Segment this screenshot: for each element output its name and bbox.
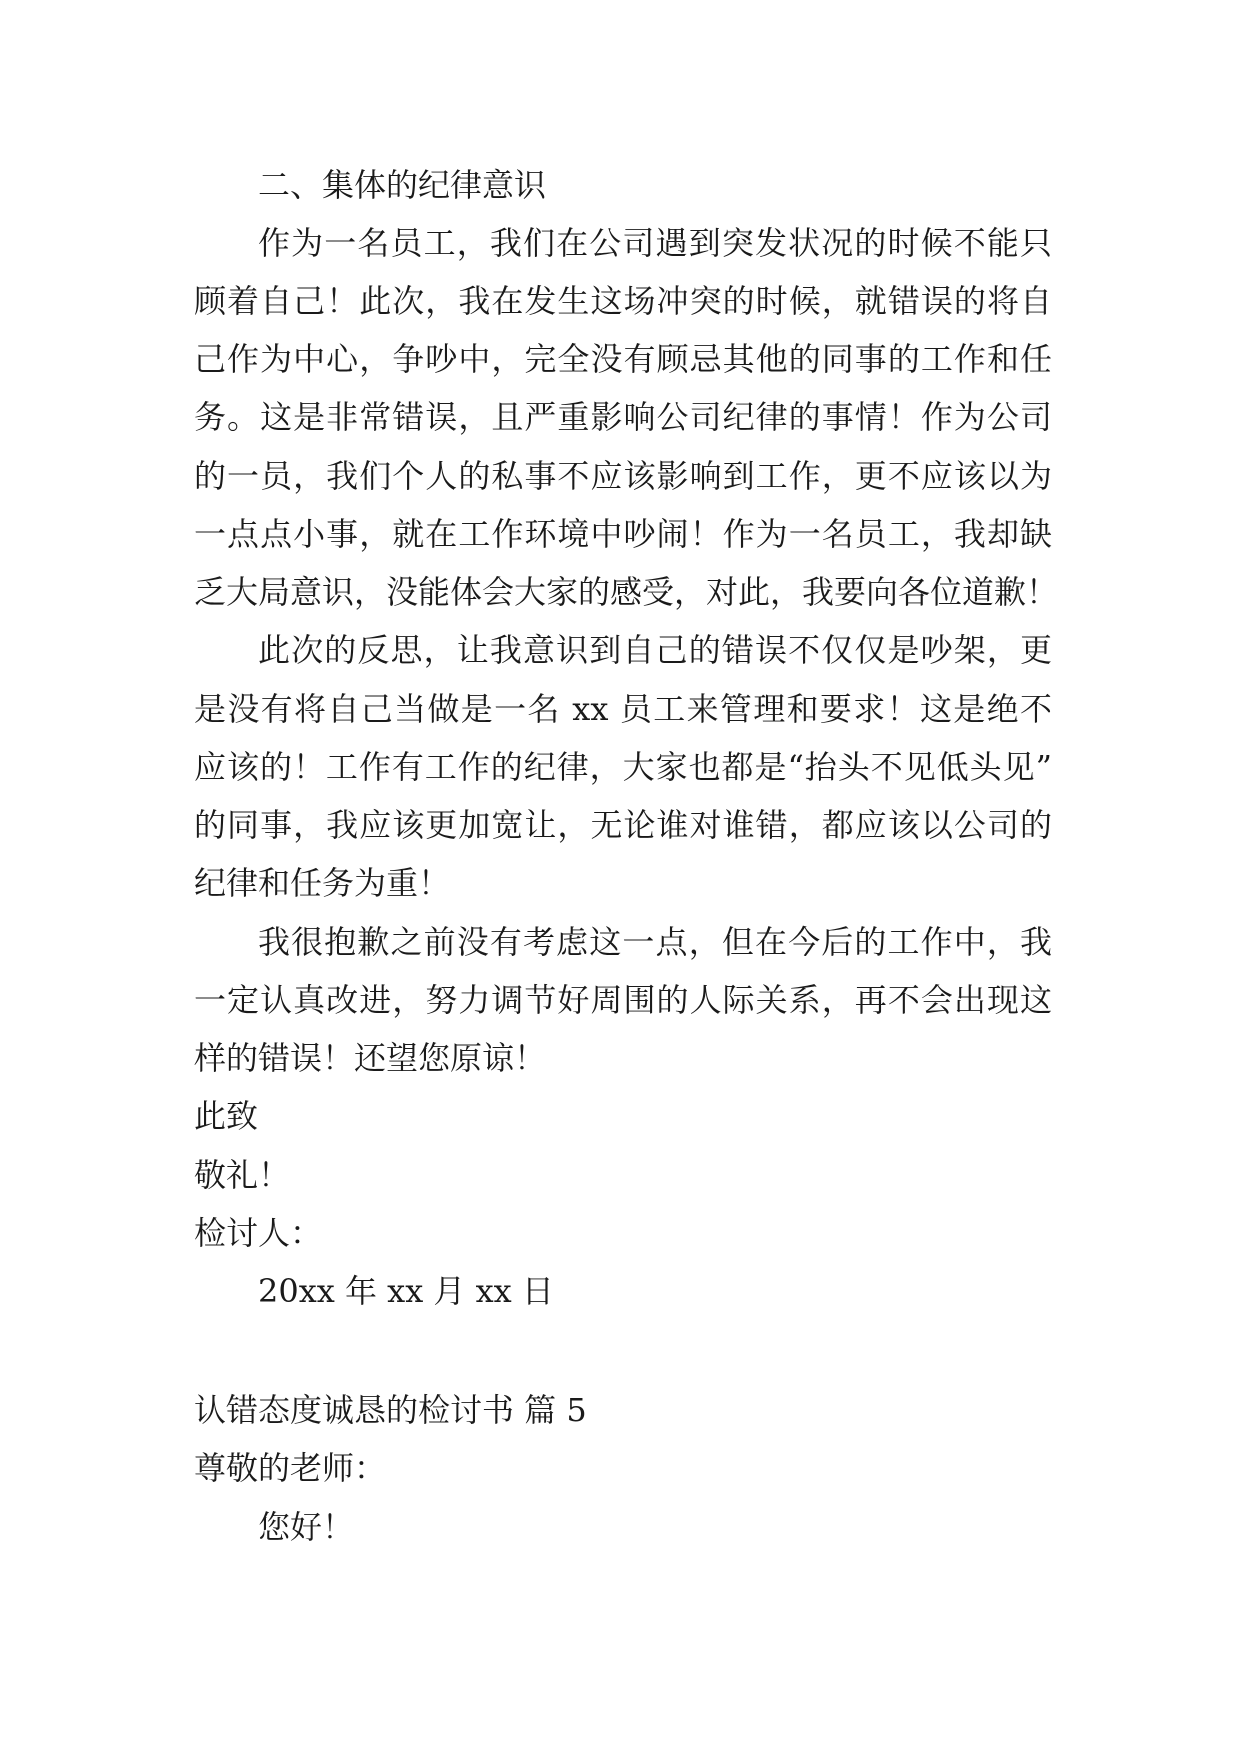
- paragraph-1-line-3: 己作为中心，争吵中，完全没有顾忌其他的同事的工作和任: [194, 340, 1052, 378]
- next-greeting: 您好！: [258, 1508, 355, 1546]
- paragraph-2-line-5: 纪律和任务为重！: [194, 864, 451, 902]
- signer-label: 检讨人：: [194, 1214, 323, 1252]
- paragraph-3-line-1: 我很抱歉之前没有考虑这一点，但在今后的工作中，我: [258, 923, 1052, 961]
- next-salutation: 尊敬的老师：: [194, 1449, 387, 1487]
- paragraph-1-line-4: 务。这是非常错误，且严重影响公司纪律的事情！作为公司: [194, 398, 1052, 436]
- paragraph-1-line-7: 乏大局意识，没能体会大家的感受，对此，我要向各位道歉！: [194, 573, 1059, 611]
- paragraph-1-line-5: 的一员，我们个人的私事不应该影响到工作，更不应该以为: [194, 457, 1052, 495]
- paragraph-1-line-1: 作为一名员工，我们在公司遇到突发状况的时候不能只: [258, 224, 1052, 262]
- closing-line-1: 此致: [194, 1097, 259, 1135]
- paragraph-3-line-2: 一定认真改进，努力调节好周围的人际关系，再不会出现这: [194, 981, 1052, 1019]
- paragraph-2-line-3: 应该的！工作有工作的纪律，大家也都是“抬头不见低头见”: [194, 748, 1052, 786]
- section-heading: 二、集体的纪律意识: [258, 166, 547, 204]
- date-line: 20xx 年 xx 月 xx 日: [258, 1272, 554, 1310]
- next-section-title: 认错态度诚恳的检讨书 篇 5: [194, 1391, 587, 1429]
- paragraph-2-line-2: 是没有将自己当做是一名 xx 员工来管理和要求！这是绝不: [194, 690, 1052, 728]
- paragraph-3-line-3: 样的错误！还望您原谅！: [194, 1039, 547, 1077]
- paragraph-1-line-6: 一点点小事，就在工作环境中吵闹！作为一名员工，我却缺: [194, 515, 1052, 553]
- paragraph-2-line-1: 此次的反思，让我意识到自己的错误不仅仅是吵架，更: [258, 631, 1052, 669]
- paragraph-2-line-4: 的同事，我应该更加宽让，无论谁对谁错，都应该以公司的: [194, 806, 1052, 844]
- paragraph-1-line-2: 顾着自己！此次，我在发生这场冲突的时候，就错误的将自: [194, 282, 1052, 320]
- closing-line-2: 敬礼！: [194, 1156, 291, 1194]
